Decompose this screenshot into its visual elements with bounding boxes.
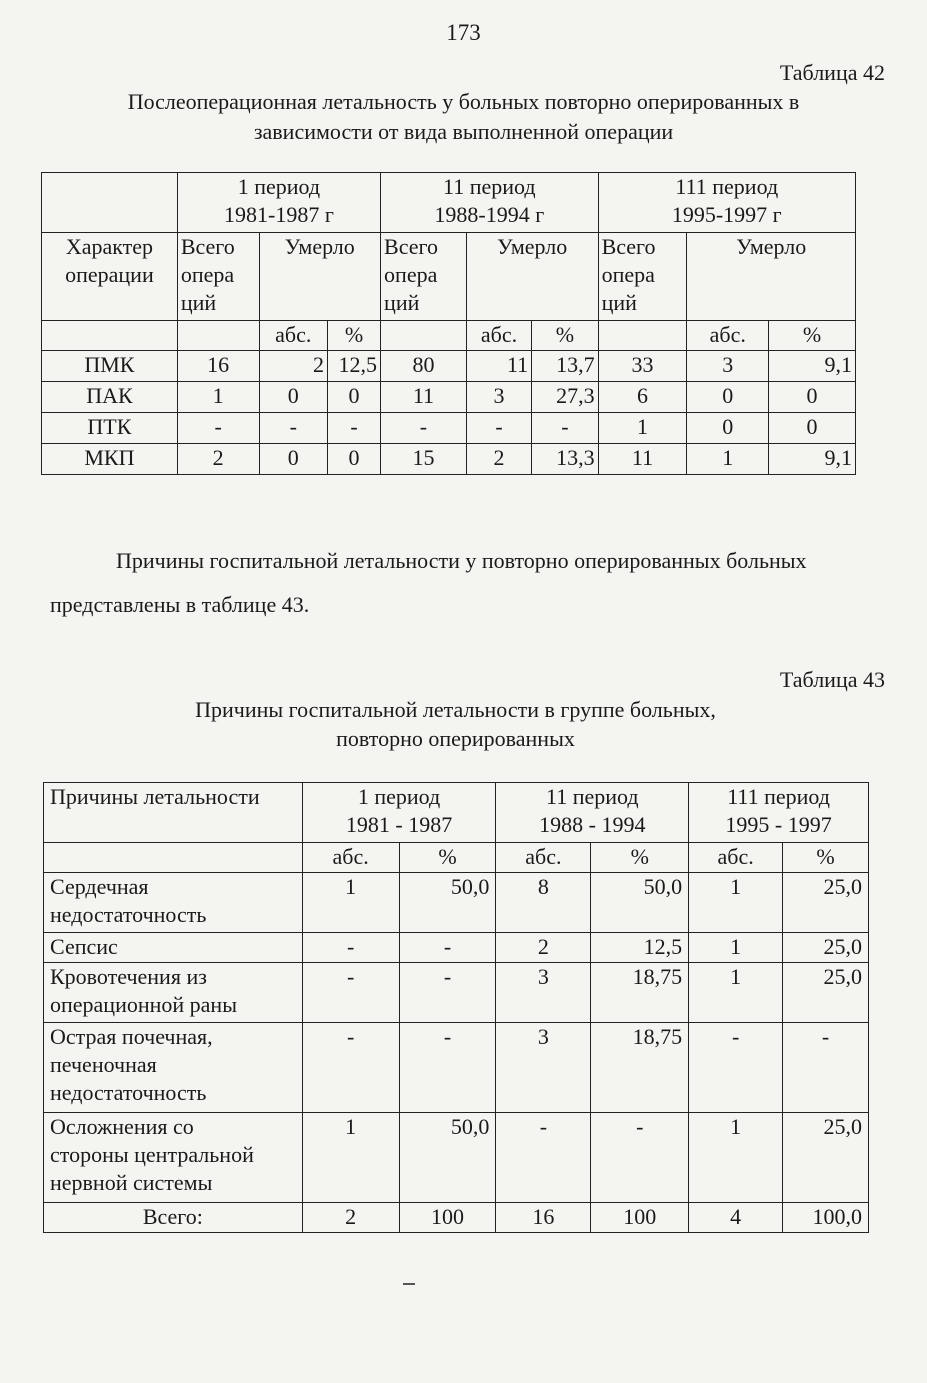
- cell: 12,5: [591, 933, 689, 963]
- row-name: Осложнения со стороны центральной нервной системы: [44, 1113, 303, 1203]
- table-43-label: Таблица 43: [779, 667, 885, 692]
- empty-cell: [42, 321, 178, 351]
- cell: 3: [466, 382, 531, 413]
- cell: -: [399, 1023, 496, 1113]
- header-abs: абс.: [687, 321, 769, 351]
- cell: 25,0: [783, 1113, 869, 1203]
- empty-cell: [42, 173, 178, 233]
- table-row: [44, 873, 869, 933]
- header-pct: %: [327, 321, 380, 351]
- table-42-title-line2: зависимости от вида выполненной операции: [253, 119, 674, 144]
- cell: 1: [687, 444, 769, 475]
- cell: -: [591, 1113, 689, 1203]
- cell: 50,0: [591, 873, 689, 933]
- header-total: Всего опера ций: [177, 233, 259, 321]
- period-header: 1 период 1981 - 1987: [302, 783, 496, 843]
- header-abs: абс.: [466, 321, 531, 351]
- table-row: [44, 1113, 869, 1203]
- cell: 2: [466, 444, 531, 475]
- cell: -: [466, 413, 531, 444]
- header-pct: %: [591, 843, 689, 873]
- cell: -: [302, 933, 399, 963]
- cell: 27,3: [532, 382, 598, 413]
- cell: 2: [302, 1203, 399, 1233]
- table-42: [41, 172, 856, 475]
- table-row: [44, 963, 869, 1023]
- paragraph-line1: Причины госпитальной летальности у повторно оперированных больных: [116, 548, 807, 573]
- header-pct: %: [532, 321, 598, 351]
- cell: 25,0: [783, 873, 869, 933]
- cell: 0: [769, 382, 856, 413]
- cell: 100,0: [783, 1203, 869, 1233]
- cell: 18,75: [591, 1023, 689, 1113]
- cell: -: [783, 1023, 869, 1113]
- table-43-title-line2: повторно оперированных: [336, 726, 575, 751]
- period-header: 11 период 1988-1994 г: [381, 173, 599, 233]
- header-total: Всего опера ций: [598, 233, 687, 321]
- cell: 0: [327, 382, 380, 413]
- cell: 50,0: [399, 1113, 496, 1203]
- empty-cell: [44, 843, 303, 873]
- table-row: [42, 413, 856, 444]
- cell: -: [381, 413, 467, 444]
- cell: 8: [496, 873, 591, 933]
- cell: 18,75: [591, 963, 689, 1023]
- header-abs: абс.: [302, 843, 399, 873]
- empty-cell: [598, 321, 687, 351]
- table-row: [44, 933, 869, 963]
- cell: 3: [687, 351, 769, 382]
- cell: 11: [598, 444, 687, 475]
- cell: 100: [591, 1203, 689, 1233]
- cell: -: [689, 1023, 783, 1113]
- cell: 1: [689, 1113, 783, 1203]
- cell: 0: [259, 382, 327, 413]
- header-pct: %: [399, 843, 496, 873]
- cell: -: [399, 963, 496, 1023]
- cell: 11: [466, 351, 531, 382]
- table-43-abs-pct-row: [44, 843, 869, 873]
- cell: 25,0: [783, 963, 869, 1023]
- cell: -: [532, 413, 598, 444]
- table-total-row: [44, 1203, 869, 1233]
- cell: 16: [496, 1203, 591, 1233]
- cell: -: [259, 413, 327, 444]
- period-header: 111 период 1995-1997 г: [598, 173, 855, 233]
- cell: 0: [687, 382, 769, 413]
- table-42-subheader-row: [42, 233, 856, 321]
- cell: 9,1: [769, 351, 856, 382]
- cell: -: [302, 963, 399, 1023]
- cell: 9,1: [769, 444, 856, 475]
- period-header: 11 период 1988 - 1994: [496, 783, 689, 843]
- cell: 100: [399, 1203, 496, 1233]
- row-name: Сепсис: [44, 933, 303, 963]
- table-row: [42, 444, 856, 475]
- cell: 0: [769, 413, 856, 444]
- table-43-header-row: [44, 783, 869, 843]
- empty-cell: [177, 321, 259, 351]
- table-42-abs-pct-row: [42, 321, 856, 351]
- header-abs: абс.: [689, 843, 783, 873]
- cell: 50,0: [399, 873, 496, 933]
- table-43-title-line1: Причины госпитальной летальности в группе больных,: [195, 697, 716, 722]
- row-name: ПТК: [42, 413, 178, 444]
- cell: 13,3: [532, 444, 598, 475]
- total-label: Всего:: [44, 1203, 303, 1233]
- cell: 1: [689, 873, 783, 933]
- cell: 12,5: [327, 351, 380, 382]
- table-43: [43, 782, 869, 1233]
- table-row: [42, 382, 856, 413]
- table-row: [42, 351, 856, 382]
- cell: 0: [327, 444, 380, 475]
- cell: 16: [177, 351, 259, 382]
- row-name: Сердечная недостаточность: [44, 873, 303, 933]
- cell: 0: [687, 413, 769, 444]
- row-name: ПМК: [42, 351, 178, 382]
- cell: -: [327, 413, 380, 444]
- cell: 80: [381, 351, 467, 382]
- cell: -: [496, 1113, 591, 1203]
- row-name: МКП: [42, 444, 178, 475]
- cell: 11: [381, 382, 467, 413]
- cell: 1: [302, 1113, 399, 1203]
- scan-mark: [403, 1283, 415, 1285]
- header-character: Характер операции: [42, 233, 178, 321]
- cell: 1: [689, 963, 783, 1023]
- cell: 25,0: [783, 933, 869, 963]
- header-causes: Причины летальности: [44, 783, 303, 843]
- cell: 1: [302, 873, 399, 933]
- cell: 1: [689, 933, 783, 963]
- header-pct: %: [783, 843, 869, 873]
- cell: 33: [598, 351, 687, 382]
- cell: -: [399, 933, 496, 963]
- page-number: 173: [446, 20, 481, 45]
- cell: 3: [496, 963, 591, 1023]
- cell: 2: [259, 351, 327, 382]
- cell: 6: [598, 382, 687, 413]
- cell: 0: [259, 444, 327, 475]
- cell: 13,7: [532, 351, 598, 382]
- cell: 1: [177, 382, 259, 413]
- header-total: Всего опера ций: [381, 233, 467, 321]
- table-row: [44, 1023, 869, 1113]
- cell: 15: [381, 444, 467, 475]
- cell: 4: [689, 1203, 783, 1233]
- row-name: Острая почечная, печеночная недостаточность: [44, 1023, 303, 1113]
- table-42-period-row: [42, 173, 856, 233]
- cell: 3: [496, 1023, 591, 1113]
- cell: 1: [598, 413, 687, 444]
- paragraph-line2: представлены в таблице 43.: [50, 592, 310, 617]
- header-abs: абс.: [259, 321, 327, 351]
- header-pct: %: [769, 321, 856, 351]
- header-died: Умерло: [466, 233, 598, 321]
- header-died: Умерло: [687, 233, 856, 321]
- row-name: Кровотечения из операционной раны: [44, 963, 303, 1023]
- row-name: ПАК: [42, 382, 178, 413]
- header-died: Умерло: [259, 233, 381, 321]
- table-42-title-line1: Послеоперационная летальность у больных повторно оперированных в: [127, 89, 800, 114]
- cell: 2: [496, 933, 591, 963]
- cell: 2: [177, 444, 259, 475]
- cell: -: [302, 1023, 399, 1113]
- period-header: 1 период 1981-1987 г: [177, 173, 380, 233]
- period-header: 111 период 1995 - 1997: [689, 783, 869, 843]
- header-abs: абс.: [496, 843, 591, 873]
- table-42-label: Таблица 42: [779, 60, 885, 85]
- empty-cell: [381, 321, 467, 351]
- cell: -: [177, 413, 259, 444]
